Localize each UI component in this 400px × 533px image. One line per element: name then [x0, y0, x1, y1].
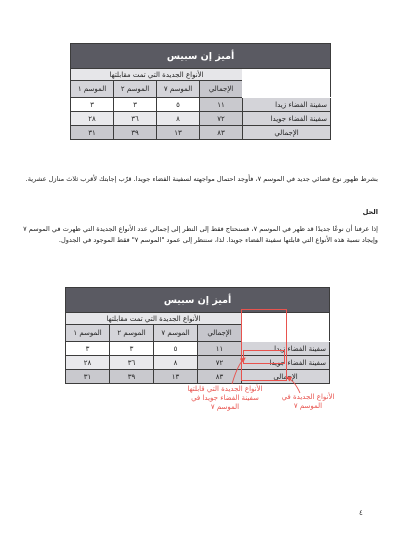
cell: ٨٣ — [200, 126, 243, 140]
page-number: ٤ — [359, 509, 363, 517]
cell: ٣ — [66, 342, 110, 356]
table-row-total — [66, 370, 330, 384]
col-header-season-1: الموسم ١ — [71, 81, 114, 98]
group-header: الأنواع الجديدة التي تمت مقابلتها — [71, 69, 243, 81]
cell: ٣ — [114, 98, 157, 112]
table-row — [71, 112, 331, 126]
col-header-season-7: الموسم ٧ — [154, 325, 198, 342]
season-7-column-highlight — [241, 309, 287, 381]
cell: ٢٨ — [66, 356, 110, 370]
cell: ٣١ — [66, 370, 110, 384]
cell: ٥ — [154, 342, 198, 356]
col-header-season-1: الموسم ١ — [66, 325, 110, 342]
cell: ٨٣ — [198, 370, 242, 384]
table-row — [66, 356, 330, 370]
cell: ٢٨ — [71, 112, 114, 126]
solution-text: إذا عرفنا أن نوعًا جديدًا قد ظهر في الموسم ٧، فسنحتاج فقط إلى النظر إلى إجمالي عدد الأنواع الجديدة التي ظهرت في الموسم ٧ وإيجاد نسبة هذه الأنواع التي قابلتها سفينة الفضاء جويدا. لذا، سننظر إلى عمود "الموسم ٧" فقط الموجود في الجدول. — [23, 225, 378, 244]
group-header: الأنواع الجديدة التي تمت مقابلتها — [66, 313, 242, 325]
table-title: أميز إن سبيس — [71, 44, 331, 69]
question-text: بشرط ظهور نوع فضائي جديد في الموسم ٧، فأوجد احتمال مواجهته لسفينة الفضاء جويدا. قرّب إجابتك لأقرب ثلاث منازل عشرية. — [25, 175, 378, 183]
solution-heading: الحل — [362, 208, 378, 216]
cell: ١٣ — [154, 370, 198, 384]
col-header-total: الإجمالي — [200, 81, 243, 98]
col-header-season-7: الموسم ٧ — [157, 81, 200, 98]
cell: ٧٢ — [200, 112, 243, 126]
cell: ٨ — [157, 112, 200, 126]
cell: ٣٦ — [114, 112, 157, 126]
table-row — [66, 342, 330, 356]
table-row-total — [71, 126, 331, 140]
table-amaze-in-space-2 — [65, 287, 330, 384]
col-header-total: الإجمالي — [198, 325, 242, 342]
cell: ٧٢ — [198, 356, 242, 370]
annotation-jvida-season-7: الأنواع الجديدة التي قابلتها سفينة الفضاء جويدا في الموسم ٧ — [187, 385, 263, 411]
cell: ١١ — [200, 98, 243, 112]
cell: ٣١ — [71, 126, 114, 140]
row-label: الإجمالي — [242, 370, 330, 384]
jvida-season-7-cell-highlight — [243, 350, 285, 364]
col-header-season-2: الموسم ٢ — [110, 325, 154, 342]
row-label: الإجمالي — [243, 126, 331, 140]
cell: ٣٩ — [114, 126, 157, 140]
cell: ٣ — [71, 98, 114, 112]
row-label: سفينة الفضاء جويدا — [242, 356, 330, 370]
cell: ٥ — [157, 98, 200, 112]
row-label: سفينة الفضاء جويدا — [243, 112, 331, 126]
row-label: سفينة الفضاء زيدا — [243, 98, 331, 112]
cell: ١٣ — [157, 126, 200, 140]
col-header-season-2: الموسم ٢ — [114, 81, 157, 98]
table-amaze-in-space-1 — [70, 43, 331, 140]
cell: ٣٩ — [110, 370, 154, 384]
cell: ٣٦ — [110, 356, 154, 370]
table-title: أميز إن سبيس — [66, 288, 330, 313]
row-label: سفينة الفضاء زيدا — [242, 342, 330, 356]
cell: ٣ — [110, 342, 154, 356]
cell: ٨ — [154, 356, 198, 370]
annotation-new-species-season-7: الأنواع الجديدة في الموسم ٧ — [281, 393, 335, 410]
table-row — [71, 98, 331, 112]
cell: ١١ — [198, 342, 242, 356]
